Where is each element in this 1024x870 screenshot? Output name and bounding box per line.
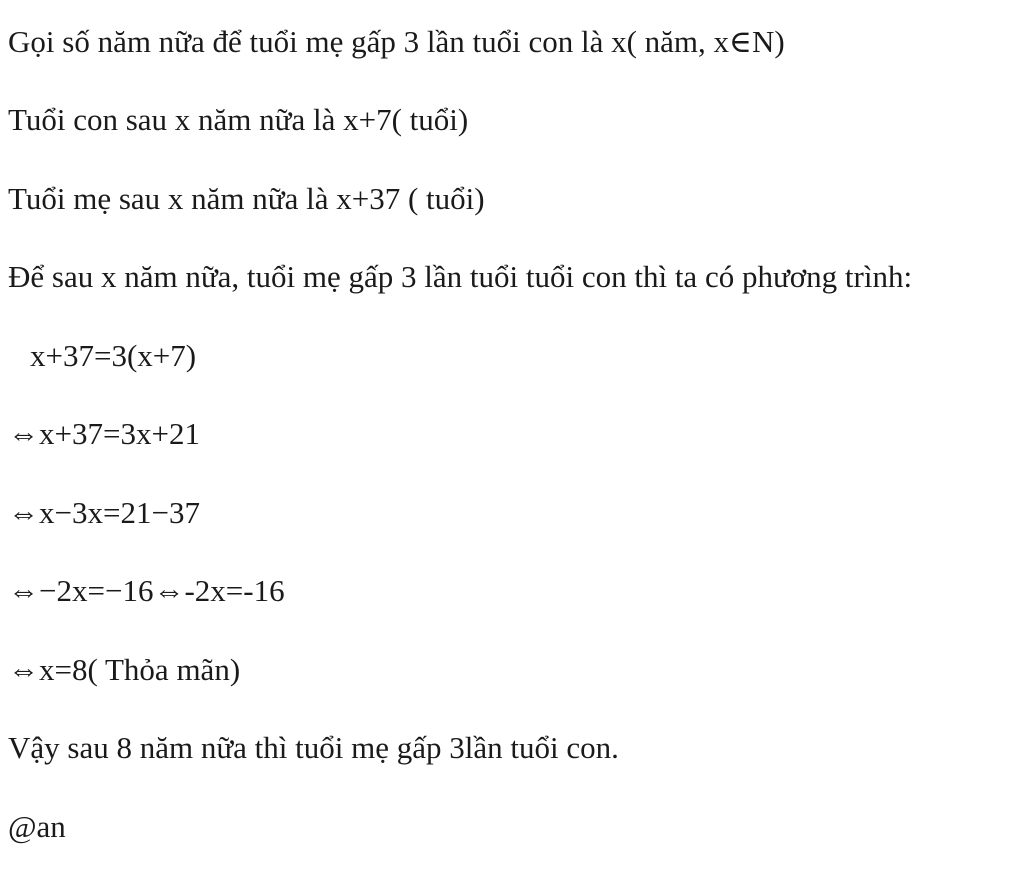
equation-line-1: x+37=3(x+7) <box>30 338 197 373</box>
equation-line-2: ⇔x+37=3x+21 <box>8 416 200 451</box>
equation-line-4: ⇔−2x=−16⇔-2x=-16 <box>8 573 285 608</box>
text-line-conclusion: Vậy sau 8 năm nữa thì tuổi mẹ gấp 3lần tuổi con. <box>8 730 619 765</box>
text-line-child-age: Tuổi con sau x năm nữa là x+7( tuổi) <box>8 102 469 137</box>
text-line-problem-setup: Gọi số năm nữa để tuổi mẹ gấp 3 lần tuổi con là x( năm, x∈N) <box>8 24 785 59</box>
author-signature: @an <box>8 809 66 844</box>
text-line-equation-intro: Để sau x năm nữa, tuổi mẹ gấp 3 lần tuổi tuổi con thì ta có phương trình: <box>8 259 913 294</box>
equation-line-3: ⇔x−3x=21−37 <box>8 495 200 530</box>
equation-line-solution: ⇔x=8( Thỏa mãn) <box>8 652 241 687</box>
text-line-mother-age: Tuổi mẹ sau x năm nữa là x+37 ( tuổi) <box>8 181 485 216</box>
